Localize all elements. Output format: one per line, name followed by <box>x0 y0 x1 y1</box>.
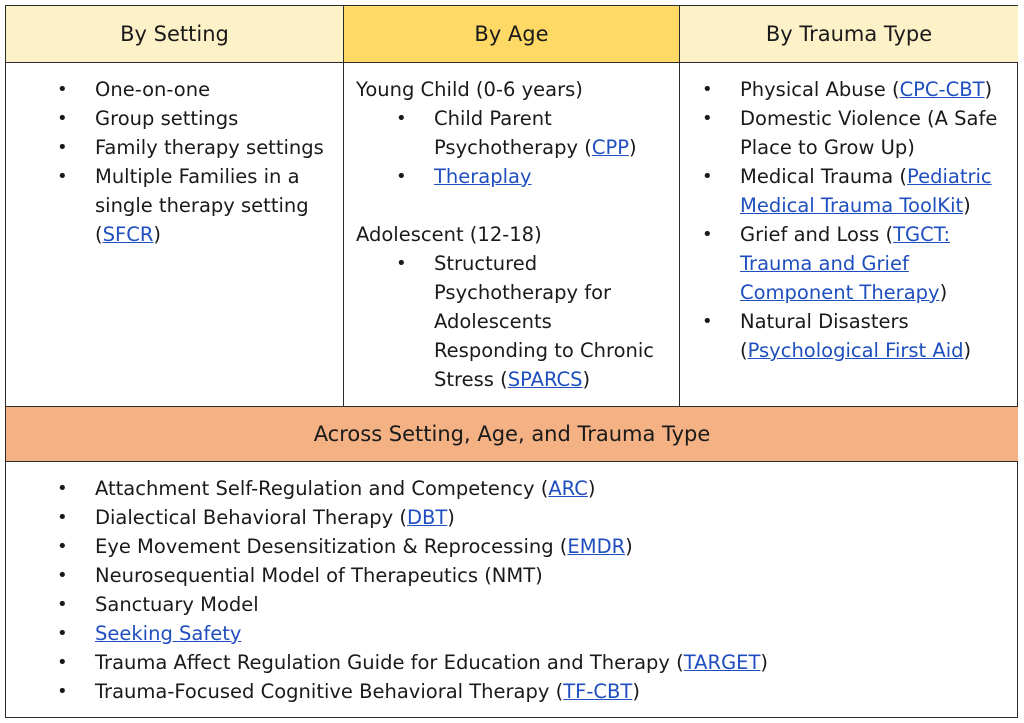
item-text-after: ) <box>984 78 993 101</box>
item-text-after: ) <box>587 477 596 500</box>
list-item <box>95 648 1018 677</box>
setting-column <box>6 63 343 406</box>
item-text-after: ) <box>760 651 769 674</box>
item-text: Eye Movement Desensitization & Reprocessing ( <box>95 535 568 558</box>
item-text: Neurosequential Model of Therapeutics (NMT) <box>95 564 543 587</box>
list-item <box>434 104 671 162</box>
item-link[interactable]: Seeking Safety <box>95 622 242 645</box>
across-list <box>6 474 1018 706</box>
list-item <box>434 162 671 191</box>
across-section <box>6 462 1018 706</box>
item-text: Group settings <box>95 107 239 130</box>
list-item <box>95 532 1018 561</box>
trauma-column <box>680 63 1018 406</box>
item-text: Dialectical Behavioral Therapy ( <box>95 506 407 529</box>
list-item <box>95 619 1018 648</box>
item-link[interactable]: EMDR <box>567 535 626 558</box>
item-link[interactable]: Psychological First Aid <box>747 339 964 362</box>
item-text: Child Parent Psychotherapy ( <box>434 107 592 159</box>
list-item <box>740 104 1008 162</box>
list-item <box>434 249 671 394</box>
list-item <box>95 75 333 104</box>
item-link[interactable]: SFCR <box>102 223 154 246</box>
item-text: Medical Trauma ( <box>740 165 908 188</box>
item-text-after: ) <box>963 339 972 362</box>
header-across: Across Setting, Age, and Trauma Type <box>6 406 1018 462</box>
item-text-after: ) <box>939 281 948 304</box>
item-text: One-on-one <box>95 78 211 101</box>
item-link[interactable]: Theraplay <box>434 165 532 188</box>
setting-list <box>6 75 343 249</box>
header-by-age: By Age <box>343 6 680 63</box>
list-item <box>95 590 1018 619</box>
item-link[interactable]: TF-CBT <box>563 680 633 703</box>
list-item <box>95 162 333 249</box>
list-item <box>740 75 1008 104</box>
item-text: Family therapy settings <box>95 136 324 159</box>
adolescent-list <box>344 249 679 394</box>
item-text-after: ) <box>153 223 161 246</box>
item-link[interactable]: CPP <box>591 136 629 159</box>
item-link[interactable]: TARGET <box>683 651 761 674</box>
trauma-list <box>680 75 1018 365</box>
list-item <box>740 220 1008 307</box>
item-text: Structured Psychotherapy for Adolescents Responding to Chronic Stress ( <box>434 252 654 391</box>
list-item <box>740 307 1008 365</box>
adolescent-title: Adolescent (12-18) <box>356 223 542 246</box>
list-item <box>95 133 333 162</box>
item-text: Attachment Self-Regulation and Competency ( <box>95 477 549 500</box>
item-link[interactable]: CPC-CBT <box>899 78 985 101</box>
item-link[interactable]: TGCT: Trauma and Grief Component Therapy <box>740 223 951 304</box>
young-child-title: Young Child (0-6 years) <box>356 78 583 101</box>
item-text: Multiple Families in a single therapy setting ( <box>95 165 309 246</box>
item-text: Domestic Violence (A Safe Place to Grow Up) <box>740 107 998 159</box>
list-item <box>740 162 1008 220</box>
list-item <box>95 503 1018 532</box>
item-link[interactable]: Pediatric Medical Trauma ToolKit <box>740 165 992 217</box>
item-link[interactable]: SPARCS <box>507 368 583 391</box>
list-item <box>95 561 1018 590</box>
treatment-table <box>5 5 1018 718</box>
item-link[interactable]: ARC <box>548 477 588 500</box>
item-text: Trauma Affect Regulation Guide for Education and Therapy ( <box>95 651 684 674</box>
header-by-trauma-type: By Trauma Type <box>680 6 1018 63</box>
item-text: Physical Abuse ( <box>740 78 900 101</box>
item-link[interactable]: DBT <box>406 506 448 529</box>
item-text: Sanctuary Model <box>95 593 259 616</box>
item-text-after: ) <box>447 506 455 529</box>
header-by-setting: By Setting <box>6 6 343 63</box>
item-text: Trauma-Focused Cognitive Behavioral Therapy ( <box>95 680 564 703</box>
young-child-list <box>344 104 679 191</box>
item-text-after: ) <box>582 368 591 391</box>
list-item <box>95 677 1018 706</box>
item-text-after: ) <box>963 194 971 217</box>
age-column <box>343 63 680 406</box>
item-text-after: ) <box>632 680 640 703</box>
list-item <box>95 104 333 133</box>
item-text: Natural Disasters ( <box>740 310 909 362</box>
list-item <box>95 474 1018 503</box>
item-text: Grief and Loss ( <box>740 223 894 246</box>
item-text-after: ) <box>625 535 633 558</box>
item-text-after: ) <box>628 136 637 159</box>
